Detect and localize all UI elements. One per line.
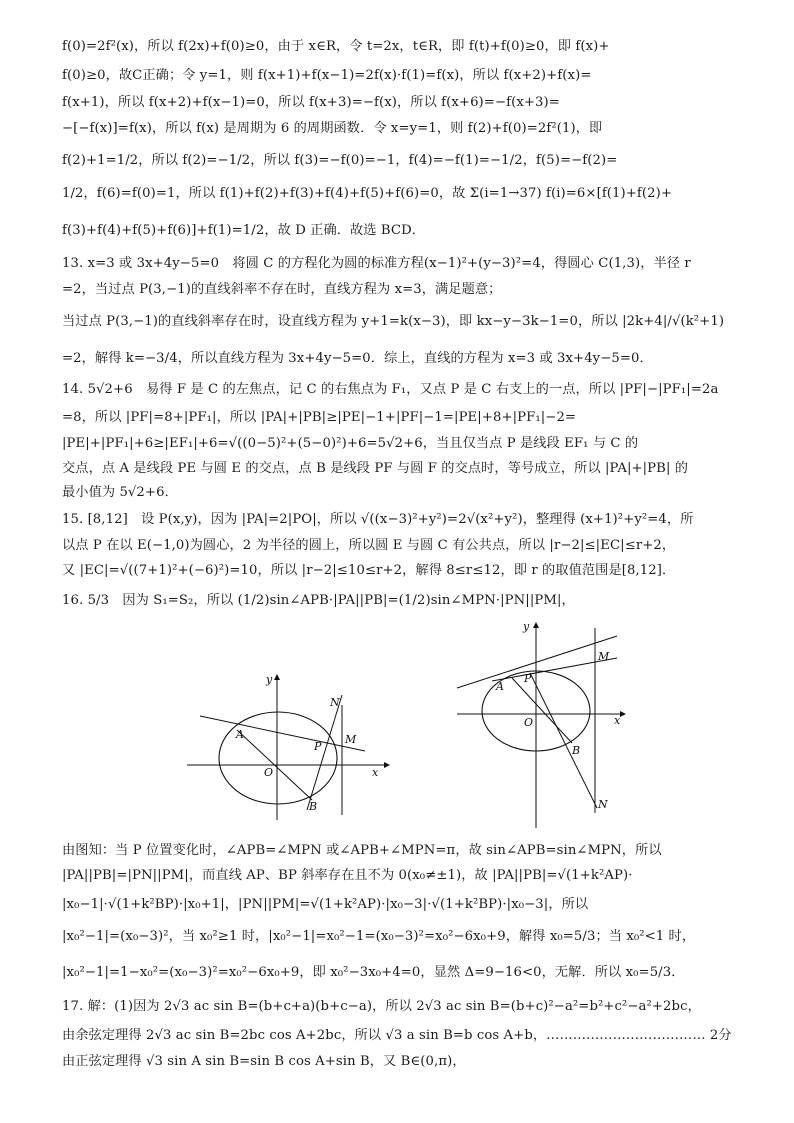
text-line: f(0)=2f²(x)，所以 f(2x)+f(0)≥0，由于 x∈R，令 t=2x，t∈R，即 f(t)+f(0)≥0，即 f(x)+ [62, 39, 610, 54]
text-line: |PA||PB|=|PN||PM|，而直线 AP、BP 斜率存在且不为 0(x₀≠±1)，故 |PA||PB|=√(1+k²AP)· [62, 868, 633, 883]
ellipse-figure-right [452, 618, 642, 833]
text-line: |PE|+|PF₁|+6≥|EF₁|+6=√((0−5)²+(5−0)²)+6=5√2+6，当且仅当点 P 是线段 EF₁ 与 C 的 [62, 436, 639, 451]
fig-label: M [598, 650, 610, 663]
fig-label: P [314, 740, 322, 753]
text-line: =8，所以 |PF|=8+|PF₁|，所以 |PA|+|PB|≥|PE|−1+|PF|−1=|PE|+8+|PF₁|−2= [62, 410, 577, 425]
fig-label: M [345, 733, 357, 746]
problem-15-line: 15. [8,12] 设 P(x,y)，因为 |PA|=2|PO|，所以 √((x−3)²+y²)=2√(x²+y²)，整理得 (x+1)²+y²=4，所 [62, 512, 694, 527]
text-line: 以点 P 在以 E(−1,0)为圆心，2 为半径的圆上，所以圆 E 与圆 C 有公共点，所以 |r−2|≤|EC|≤r+2， [62, 538, 676, 553]
fig-label: B [309, 800, 318, 813]
problem-13-line: 13. x=3 或 3x+4y−5=0 将圆 C 的方程化为圆的标准方程(x−1)²+(y−3)²=4，得圆心 C(1,3)，半径 r [62, 256, 691, 271]
problem-16-line: 16. 5/3 因为 S₁=S₂，所以 (1/2)sin∠APB·|PA||PB|=(1/2)sin∠MPN·|PN||PM|， [62, 593, 575, 608]
text-line: =2，当过点 P(3,−1)的直线斜率不存在时，直线方程为 x=3，满足题意； [62, 282, 502, 297]
text-line: 最小值为 5√2+6． [62, 485, 178, 500]
text-line: f(x+1)，所以 f(x+2)+f(x−1)=0，所以 f(x+3)=−f(x)，所以 f(x+6)=−f(x+3)= [62, 95, 560, 110]
ellipse-figure-left [182, 650, 392, 825]
text-line: =2，解得 k=−3/4，所以直线方程为 3x+4y−5=0．综上，直线的方程为 x=3 或 3x+4y−5=0． [62, 351, 653, 366]
fig-label: P [524, 672, 532, 685]
text-line: 1/2，f(6)=f(0)=1，所以 f(1)+f(2)+f(3)+f(4)+f(5)+f(6)=0，故 Σ(i=1→37) f(i)=6×[f(1)+f(2)+ [62, 186, 673, 201]
text-line: 由图知：当 P 位置变化时，∠APB=∠MPN 或∠APB+∠MPN=π，故 sin∠APB=sin∠MPN，所以 [62, 843, 662, 858]
text-line: |x₀²−1|=(x₀−3)²，当 x₀²≥1 时，|x₀²−1|=x₀²−1=(x₀−3)²=x₀²−6x₀+9，解得 x₀=5/3；当 x₀²<1 时， [62, 929, 696, 944]
fig-label: A [496, 680, 504, 693]
fig-label: x [372, 766, 379, 779]
fig-label: N [330, 696, 340, 709]
fig-label: A [236, 728, 244, 741]
text-line: 当过点 P(3,−1)的直线斜率存在时，设直线方程为 y+1=k(x−3)，即 kx−y−3k−1=0，所以 |2k+4|/√(k²+1) [62, 314, 725, 329]
text-line: |x₀−1|·√(1+k²BP)·|x₀+1|，|PN||PM|=√(1+k²AP)·|x₀−3|·√(1+k²BP)·|x₀−3|，所以 [62, 897, 589, 912]
text-line: 由余弦定理得 2√3 ac sin B=2bc cos A+2bc，所以 √3 a sin B=b cos A+b，……………………………… 2分 [62, 1028, 732, 1043]
text-line: −[−f(x)]=f(x)，所以 f(x) 是周期为 6 的周期函数．令 x=y=1，则 f(2)+f(0)=2f²(1)，即 [62, 121, 603, 136]
fig-label: O [264, 766, 274, 779]
problem-14-line: 14. 5√2+6 易得 F 是 C 的左焦点，记 C 的右焦点为 F₁，又点 P 是 C 右支上的一点，所以 |PF|−|PF₁|=2a [62, 382, 719, 397]
fig-label: N [598, 798, 608, 811]
text-line: f(2)+1=1/2，所以 f(2)=−1/2，所以 f(3)=−f(0)=−1，f(4)=−f(1)=−1/2，f(5)=−f(2)= [62, 153, 618, 168]
text-line: 交点，点 A 是线段 PE 与圆 E 的交点，点 B 是线段 PF 与圆 F 的交点时，等号成立，所以 |PA|+|PB| 的 [62, 461, 689, 476]
fig-label: x [614, 714, 621, 727]
text-line: |x₀²−1|=1−x₀²=(x₀−3)²=x₀²−6x₀+9，即 x₀²−3x₀+4=0，显然 Δ=9−16<0，无解．所以 x₀=5/3． [62, 965, 685, 980]
text-line: 由正弦定理得 √3 sin A sin B=sin B cos A+sin B，又 B∈(0,π)， [62, 1054, 466, 1069]
fig-label: y [266, 673, 273, 686]
text-line: f(0)≥0，故C正确；令 y=1，则 f(x+1)+f(x−1)=2f(x)·f(1)=f(x)，所以 f(x+2)+f(x)= [62, 68, 592, 83]
fig-label: O [524, 716, 534, 729]
text-line: 又 |EC|=√((7+1)²+(−6)²)=10，所以 |r−2|≤10≤r+2，解得 8≤r≤12，即 r 的取值范围是[8,12]． [62, 563, 676, 578]
text-line: f(3)+f(4)+f(5)+f(6)]+f(1)=1/2，故 D 正确．故选 BCD． [62, 223, 426, 238]
problem-17-line: 17. 解：(1)因为 2√3 ac sin B=(b+c+a)(b+c−a)，所以 2√3 ac sin B=(b+c)²−a²=b²+c²−a²+2bc， [62, 999, 701, 1014]
fig-label: y [523, 620, 530, 633]
fig-label: B [572, 744, 581, 757]
